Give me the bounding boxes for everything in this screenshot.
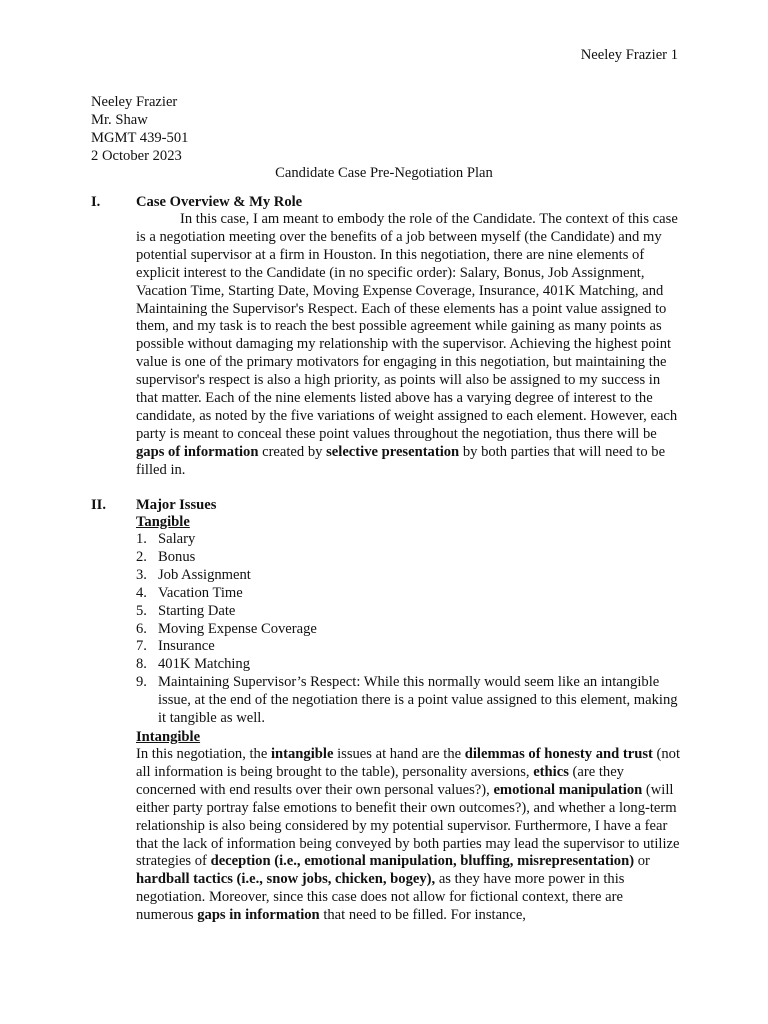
emphasis-text: ethics — [533, 763, 569, 780]
page-header-number: Neeley Frazier 1 — [580, 47, 678, 63]
list-item: 3. Job Assignment — [136, 566, 251, 583]
list-item: 4. Vacation Time — [136, 584, 243, 601]
emphasis-text: selective presentation — [326, 443, 460, 460]
emphasis-text: intangible — [270, 746, 334, 762]
course-code: MGMT 439-501 — [91, 129, 189, 146]
tangible-subheading: Tangible — [136, 514, 190, 530]
emphasis-text: hardball tactics (i.e., snow jobs, chicken, bogey), — [136, 871, 436, 888]
emphasis-text: gaps in information — [197, 907, 320, 924]
section-2-number: II. — [91, 497, 107, 513]
emphasis-text: gaps of information — [136, 443, 259, 460]
list-item: 6. Moving Expense Coverage — [136, 620, 317, 637]
section-1-title: Case Overview & My Role — [136, 194, 303, 210]
instructor-name: Mr. Shaw — [91, 111, 148, 128]
list-item: 8. 401K Matching — [136, 656, 251, 673]
emphasis-text: dilemmas of honesty and trust — [464, 746, 653, 762]
intangible-paragraph: In this negotiation, the intangible issues at hand are the dilemmas of honesty and trust (not all information is being brought to the table), personality aversions, ethics (are they concerned with end results over their own personal values?), emotional manipulation (will either party portray false emotions to benefit their own outcomes?), and whether a long-term relationship is also being considered by my potential supervisor. Furthermore, I have a fear that the lack of information being conveyed by both parties may lead the supervisor to utilize strategies of deception (i.e., emotional manipulation, bluffing, misrepresentation) or hardball tactics (i.e., snow jobs, chicken, bogey), as they have more power in this negotiation. Moreover, since this case does not allow for fictional context, there are numerous gaps in information that need to be filled. For instance, — [136, 746, 681, 924]
list-item: 7. Insurance — [136, 638, 215, 655]
list-item: 9. Maintaining Supervisor’s Respect: While this normally would seem like an intangible issue, at the end of the negotiation there is a point value assigned to this element, making it tangible as well. — [136, 674, 678, 727]
section-2-title: Major Issues — [136, 497, 217, 513]
tangible-issues-list — [136, 531, 682, 728]
document-date: 2 October 2023 — [91, 147, 182, 164]
list-item: 2. Bonus — [136, 548, 196, 565]
intangible-subheading: Intangible — [136, 729, 201, 745]
document-title: Candidate Case Pre-Negotiation Plan — [275, 165, 493, 181]
mla-heading — [91, 94, 691, 166]
author-name: Neeley Frazier — [91, 94, 178, 110]
list-item: 5. Starting Date — [136, 602, 236, 619]
section-1-number: I. — [91, 194, 101, 210]
emphasis-text: deception (i.e., emotional manipulation, bluffing, misrepresentation) — [210, 853, 635, 870]
section-1-paragraph: In this case, I am meant to embody the role of the Candidate. The context of this case is a negotiation meeting over the benefits of a job between myself (the Candidate) and my potential supervisor at a firm in Houston. In this negotiation, there are nine elements of explicit interest to the Candidate (in no specific order): Salary, Bonus, Job Assignment, Vacation Time, Starting Date, Moving Expense Coverage, Insurance, 401K Matching, and Maintaining the Supervisor's Respect. Each of these elements has a point value assigned to them, and my task is to reach the best possible agreement while gaining as many points as possible without damaging my relationship with the supervisor. Achieving the highest point value is one of the primary motivators for engaging in this negotiation, but maintaining the supervisor's respect is also a high priority, as points will also be assigned to my success in that matter. Each of the nine elements listed above has a varying degree of interest to the candidate, as noted by the five variations of weight assigned to each element. However, each party is meant to conceal these point values throughout the negotiation, thus there will be gaps of information created by selective presentation by both parties that will need to be filled in. — [136, 211, 678, 478]
emphasis-text: emotional manipulation — [493, 781, 643, 798]
list-item: 1. Salary — [136, 531, 196, 547]
